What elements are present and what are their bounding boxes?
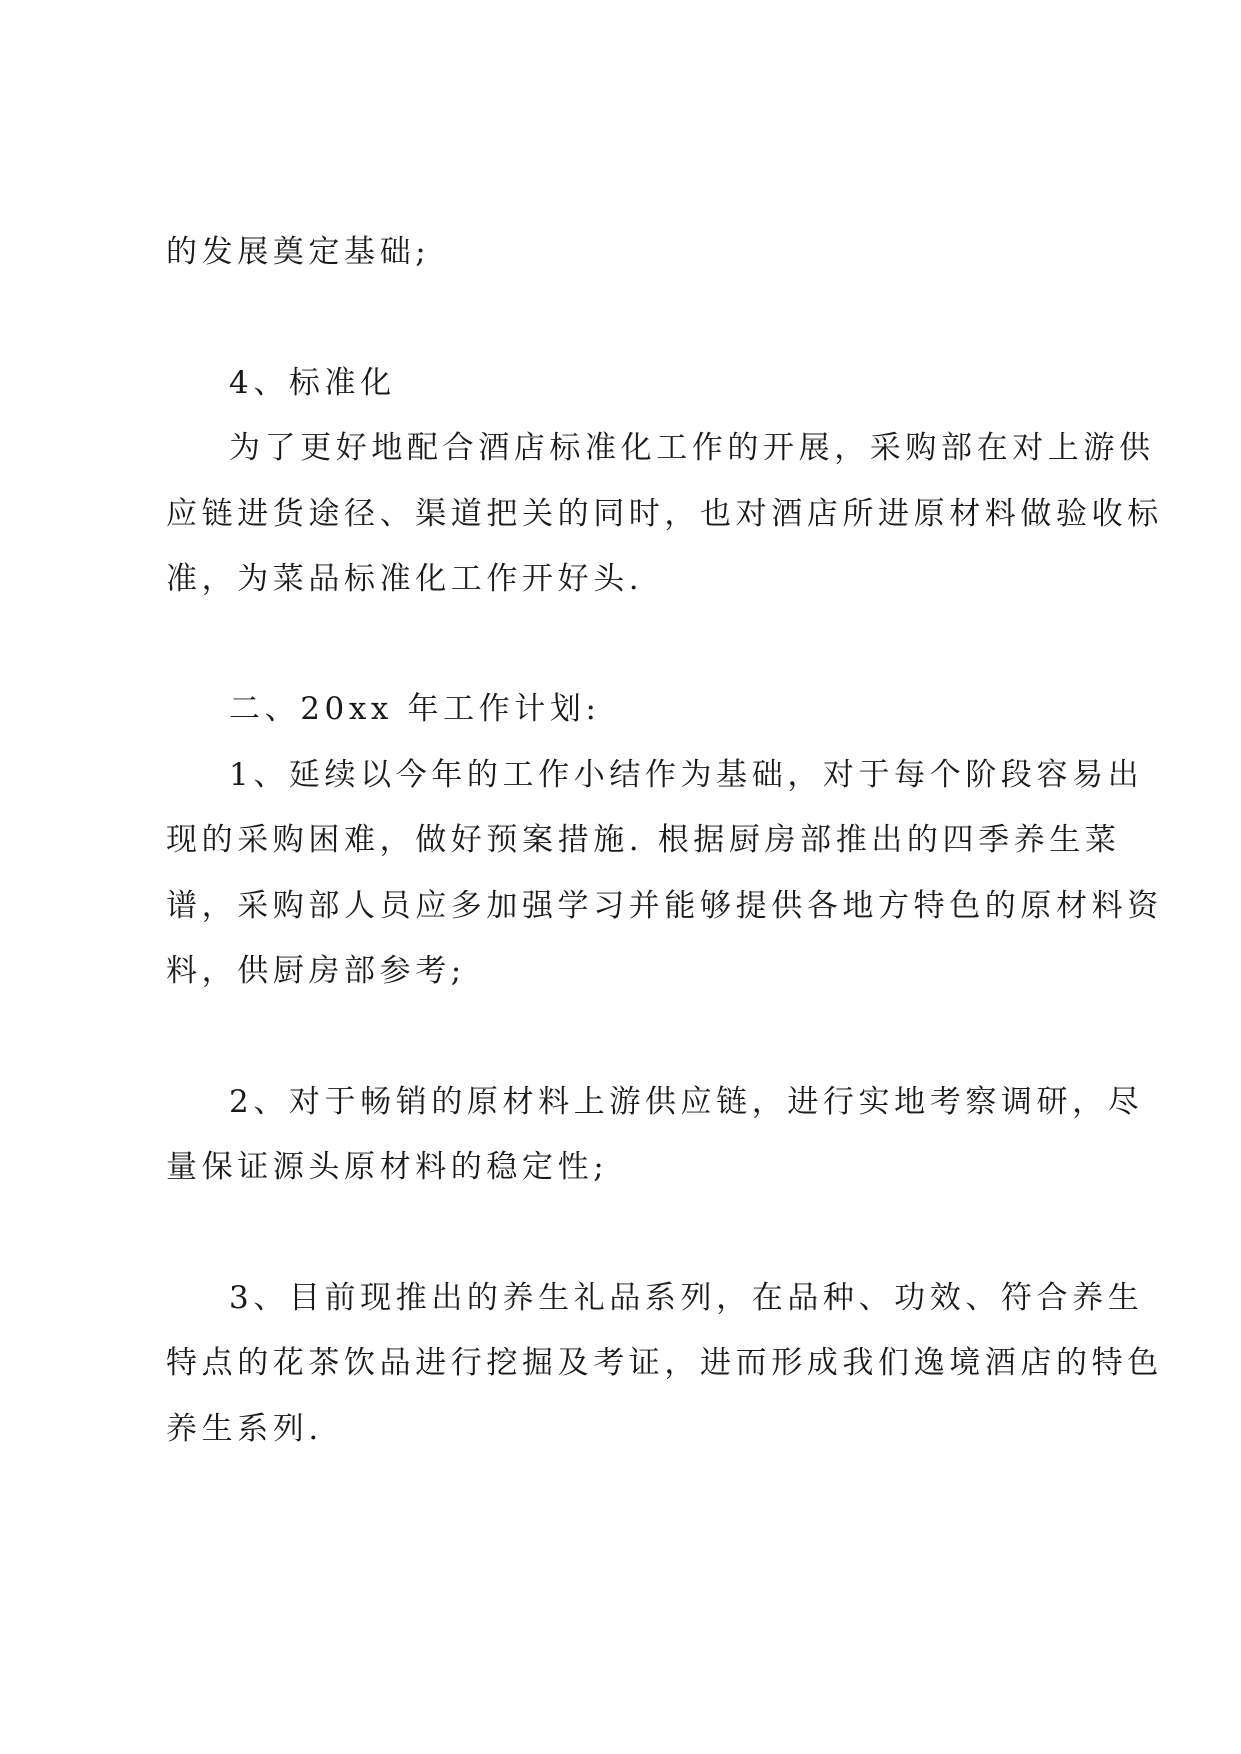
text-line-continuation: 的发展奠定基础; [166, 234, 431, 270]
paragraph-line: 谱，采购部人员应多加强学习并能够提供各地方特色的原材料资 [166, 888, 1163, 924]
paragraph-line: 养生系列. [166, 1411, 323, 1447]
paragraph-line: 量保证源头原材料的稳定性; [166, 1149, 609, 1185]
paragraph-line: 2、对于畅销的原材料上游供应链，进行实地考察调研，尽 [229, 1084, 1144, 1120]
section-heading-work-plan: 二、20xx 年工作计划: [229, 691, 601, 727]
paragraph-line: 特点的花茶饮品进行挖掘及考证，进而形成我们逸境酒店的特色 [166, 1345, 1163, 1381]
paragraph-line: 1、延续以今年的工作小结作为基础，对于每个阶段容易出 [229, 757, 1144, 793]
paragraph-line: 应链进货途径、渠道把关的同时，也对酒店所进原材料做验收标 [166, 496, 1163, 532]
paragraph-line: 料，供厨房部参考; [166, 953, 466, 989]
paragraph-line: 现的采购困难，做好预案措施. 根据厨房部推出的四季养生菜 [166, 822, 1121, 858]
paragraph-line: 3、目前现推出的养生礼品系列，在品种、功效、符合养生 [229, 1280, 1144, 1316]
paragraph-line: 为了更好地配合酒店标准化工作的开展，采购部在对上游供 [229, 430, 1155, 466]
section-heading-standardization: 4、标准化 [229, 365, 396, 401]
paragraph-line: 准，为菜品标准化工作开好头. [166, 561, 644, 597]
